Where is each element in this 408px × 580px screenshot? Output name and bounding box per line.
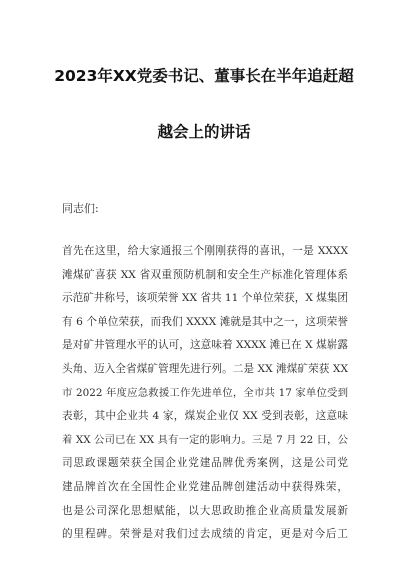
body-line: 的里程碑。荣誉是对我们过去成绩的肯定，更是对今后工 [62, 528, 348, 541]
body-line: 滩煤矿喜获 XX 省双重预防机制和安全生产标准化管理体系 [62, 268, 348, 281]
body-line: 有 6 个单位荣获，而我们 XXXX 滩就是其中之一，这项荣誉 [62, 315, 348, 328]
body-line: 首先在这里，给大家通报三个刚刚获得的喜讯，一是 XXXX [62, 245, 348, 257]
body-line: 头角、迈入全省煤矿管理先进行列。二是 XX 滩煤矿荣获 XX [62, 362, 348, 375]
body-line: 是对矿井管理水平的认可，这意味着 XXXX 滩已在 X 煤崭露 [62, 339, 348, 352]
body-line: 市 2022 年度应急救援工作先进单位，全市共 17 家单位受到 [62, 386, 348, 399]
body-paragraph [62, 240, 348, 547]
document-title-line-1: 2023年XX党委书记、董事长在半年追赶超 [54, 67, 354, 85]
body-line: 也是公司深化思想赋能，以大思政助推企业高质量发展新 [62, 504, 348, 517]
body-line: 示范矿井称号，该项荣誉 XX 省共 11 个单位荣获，X 煤集团 [62, 292, 349, 305]
body-line: 司思政课题荣获全国企业党建品牌优秀案例，这是公司党 [62, 457, 348, 470]
body-line: 表彰，其中企业共 4 家，煤炭企业仅 XX 受到表彰，这意味 [62, 410, 348, 423]
body-line: 着 XX 公司已在 XX 具有一定的影响力。三是 7 月 22 日，公 [62, 433, 348, 446]
document-title-line-2: 越会上的讲话 [157, 123, 251, 141]
body-line: 建品牌首次在全国性企业党建品牌创建活动中获得殊荣， [62, 480, 348, 493]
salutation: 同志们: [62, 202, 99, 215]
